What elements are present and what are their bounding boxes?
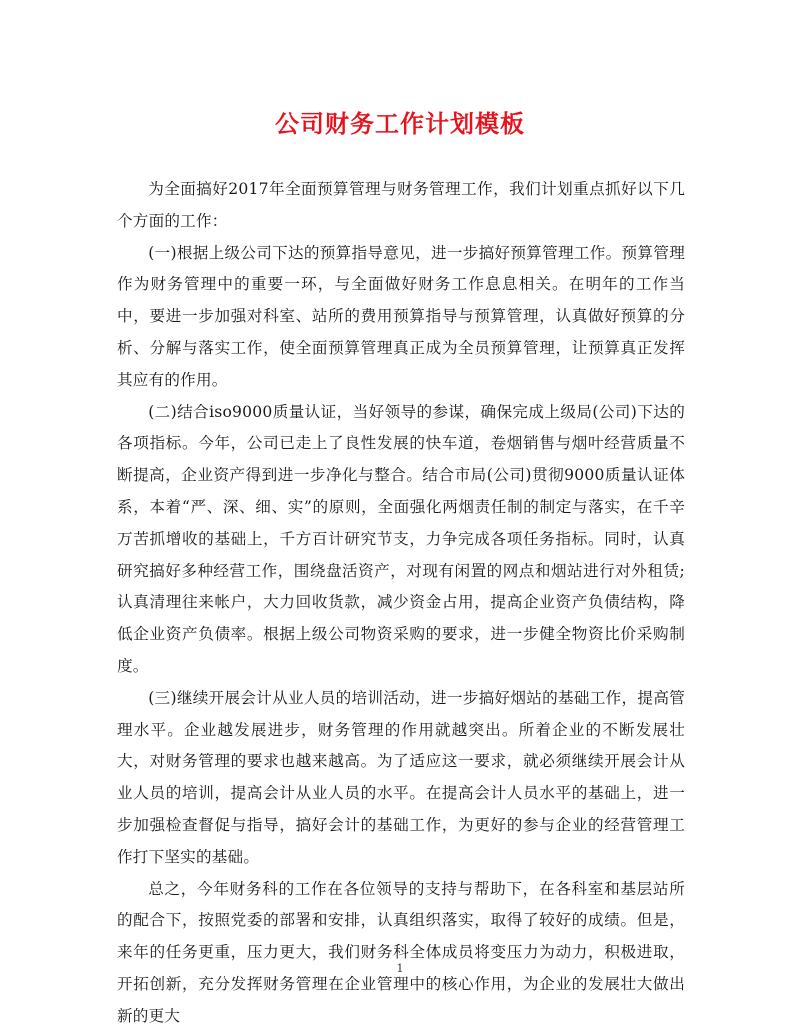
paragraph-summary: 总之，今年财务科的工作在各位领导的支持与帮助下，在各科室和基层站所的配合下，按照党委的部署和安排，认真组织落实，取得了较好的成绩。但是，来年的任务更重，压力更大，我们财务科全体成员将变压力为动力，积极进取，开拓创新，充分发挥财务管理在企业管理中的核心作用，为企业的发展壮大做出新的更大 bbox=[117, 879, 685, 1025]
document-body bbox=[117, 174, 685, 1033]
document-title: 公司财务工作计划模板 bbox=[275, 109, 525, 138]
paragraph-intro: 为全面搞好2017年全面预算管理与财务管理工作，我们计划重点抓好以下几个方面的工作： bbox=[117, 180, 685, 230]
page-number: 1 bbox=[396, 962, 404, 975]
paragraph-section-1: (一)根据上级公司下达的预算指导意见，进一步搞好预算管理工作。预算管理作为财务管理中的重要一环，与全面做好财务工作息息相关。在明年的工作当中，要进一步加强对科室、站所的费用预算指导与预算管理，认真做好预算的分析、分解与落实工作，使全面预算管理真正成为全员预算管理，让预算真正发挥其应有的作用。 bbox=[117, 243, 685, 389]
paragraph-section-3: (三)继续开展会计从业人员的培训活动，进一步搞好烟站的基础工作，提高管理水平。企业越发展进步，财务管理的作用就越突出。所着企业的不断发展壮大，对财务管理的要求也越来越高。为了适应这一要求，就必须继续开展会计从业人员的培训，提高会计从业人员的水平。在提高会计人员水平的基础上，进一步加强检查督促与指导，搞好会计的基础工作，为更好的参与企业的经营管理工作打下坚实的基础。 bbox=[117, 688, 685, 866]
paragraph-section-2: (二)结合iso9000质量认证，当好领导的参谋，确保完成上级局(公司)下达的各项指标。今年，公司已走上了良性发展的快车道，卷烟销售与烟叶经营质量不断提高，企业资产得到进一步净化与整合。结合市局(公司)贯彻9000质量认证体系，本着“严、深、细、实”的原则，全面强化两烟责任制的制定与落实，在千辛万苦抓增收的基础上，千方百计研究节支，力争完成各项任务指标。同时，认真研究搞好多种经营工作，围绕盘活资产，对现有闲置的网点和烟站进行对外租赁;认真清理往来帐户，大力回收货款，减少资金占用，提高企业资产负债结构，降低企业资产负债率。根据上级公司物资采购的要求，进一步健全物资比价采购制度。 bbox=[117, 402, 685, 675]
